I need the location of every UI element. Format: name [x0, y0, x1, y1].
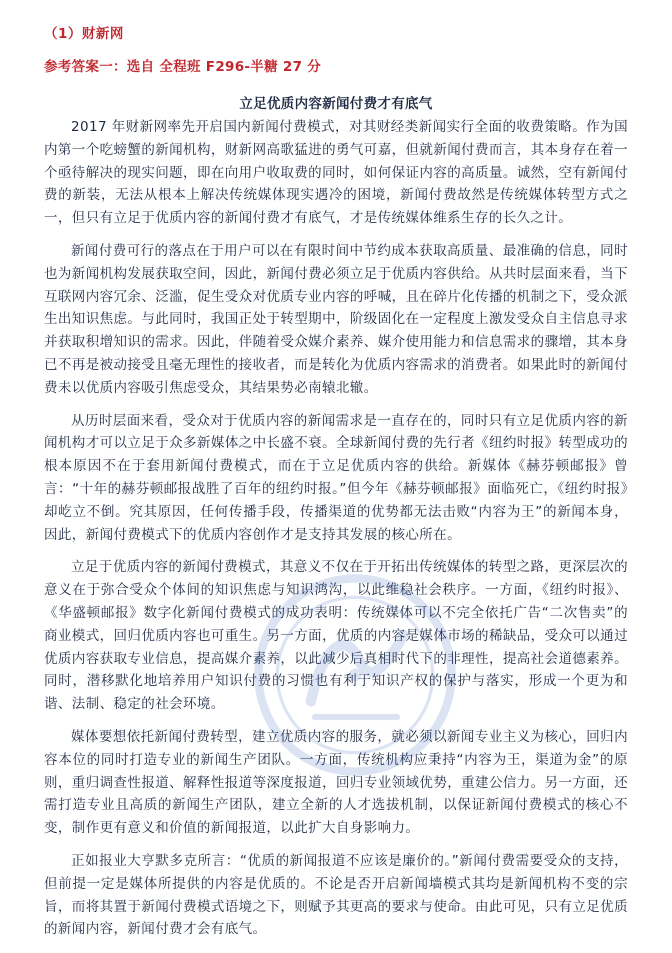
- essay-paragraph: 正如报业大亨默多克所言：“优质的新闻报道不应该是廉价的。”新闻付费需要受众的支持，但前提一定是媒体所提供的内容是优质的。不论是否开启新闻墙模式其均是新闻机构不变的宗旨，而将其置于新闻付费模式语境之下，则赋予其更高的要求与使命。由此可见，只有立足优质的新闻内容，新闻付费才会有底气。: [44, 852, 628, 938]
- section-title: （1）财新网: [44, 26, 124, 42]
- essay-paragraph: 从历时层面来看，受众对于优质内容的新闻需求是一直存在的，同时只有立足优质内容的新闻机构才可以立足于众多新媒体之中长盛不衰。全球新闻付费的先行者《纽约时报》转型成功的根本原因不在于套用新闻付费模式，而在于立足优质内容的供给。新媒体《赫芬顿邮报》曾言：“十年的赫芬顿邮报战胜了百年的纽约时报。”但今年《赫芬顿邮报》面临死亡，《纽约时报》却屹立不倒。究其原因，任何传播手段，传播渠道的优势都无法击败“内容为王”的新闻本身，因此，新闻付费模式下的优质内容创作才是支持其发展的核心所在。: [44, 412, 628, 543]
- essay-paragraph: 2017 年财新网率先开启国内新闻付费模式，对其财经类新闻实行全面的收费策略。作为国内第一个吃螃蟹的新闻机构，财新网高歌猛进的勇气可嘉，但就新闻付费而言，其本身存在着一个亟待解决的现实问题，即在向用户收取费的同时，如何保证内容的高质量。诚然，空有新闻付费的新装，无法从根本上解决传统媒体现实遇冷的困境，新闻付费故然是传统媒体转型方式之一，但只有立足于优质内容的新闻付费才有底气，才是传统媒体维系生存的长久之计。: [44, 119, 628, 227]
- essay-paragraph: 新闻付费可行的落点在于用户可以在有限时间中节约成本获取高质量、最准确的信息，同时也为新闻机构发展获取空间，因此，新闻付费必须立足于优质内容供给。从共时层面来看，当下互联网内容冗余、泛滥，促生受众对优质专业内容的呼喊，且在碎片化传播的机制之下，受众派生出知识焦虑。与此同时，我国正处于转型期中，阶级固化在一定程度上激发受众自主信息寻求并获取积增知识的需求。因此，伴随着受众媒介素养、媒介使用能力和信息需求的骤增，其本身已不再是被动接受且毫无理性的接收者，而是转化为优质内容需求的消费者。如果此时的新闻付费未以优质内容吸引焦虑受众，其结果势必南辕北辙。: [44, 242, 628, 396]
- essay-title: 立足优质内容新闻付费才有底气: [239, 96, 433, 112]
- essay-paragraph: 媒体要想依托新闻付费转型，建立优质内容的服务，就必须以新闻专业主义为核心，回归内容本位的同时打造专业的新闻生产团队。一方面，传统机构应秉持“内容为王，渠道为金”的原则，重归调查性报道、解释性报道等深度报道，回归专业领域优势，重建公信力。另一方面，还需打造专业且高质的新闻生产团队，建立全新的人才选拔机制，以保证新闻付费模式的核心不变，制作更有意义和价值的新闻报道，以此扩大自身影响力。: [44, 728, 628, 837]
- essay-paragraph: 立足于优质内容的新闻付费模式，其意义不仅在于开拓出传统媒体的转型之路，更深层次的意义在于弥合受众个体间的知识焦虑与知识鸿沟，以此维稳社会秩序。一方面，《纽约时报》、《华盛顿邮报》数字化新闻付费模式的成功表明：传统媒体可以不完全依托广告“二次售卖”的商业模式，回归优质内容也可重生。另一方面，优质的内容是媒体市场的稀缺品，受众可以通过优质内容获取专业信息，提高媒介素养，以此减少后真相时代下的非理性，提高社会道德素养。同时，潜移默化地培养用户知识付费的习惯也有利于知识产权的保护与落实，形成一个更为和谐、法制、稳定的社会环境。: [44, 559, 628, 713]
- reference-answer-label: 参考答案一：选自 全程班 F296-半糖 27 分: [44, 59, 322, 75]
- essay-body: [44, 116, 628, 951]
